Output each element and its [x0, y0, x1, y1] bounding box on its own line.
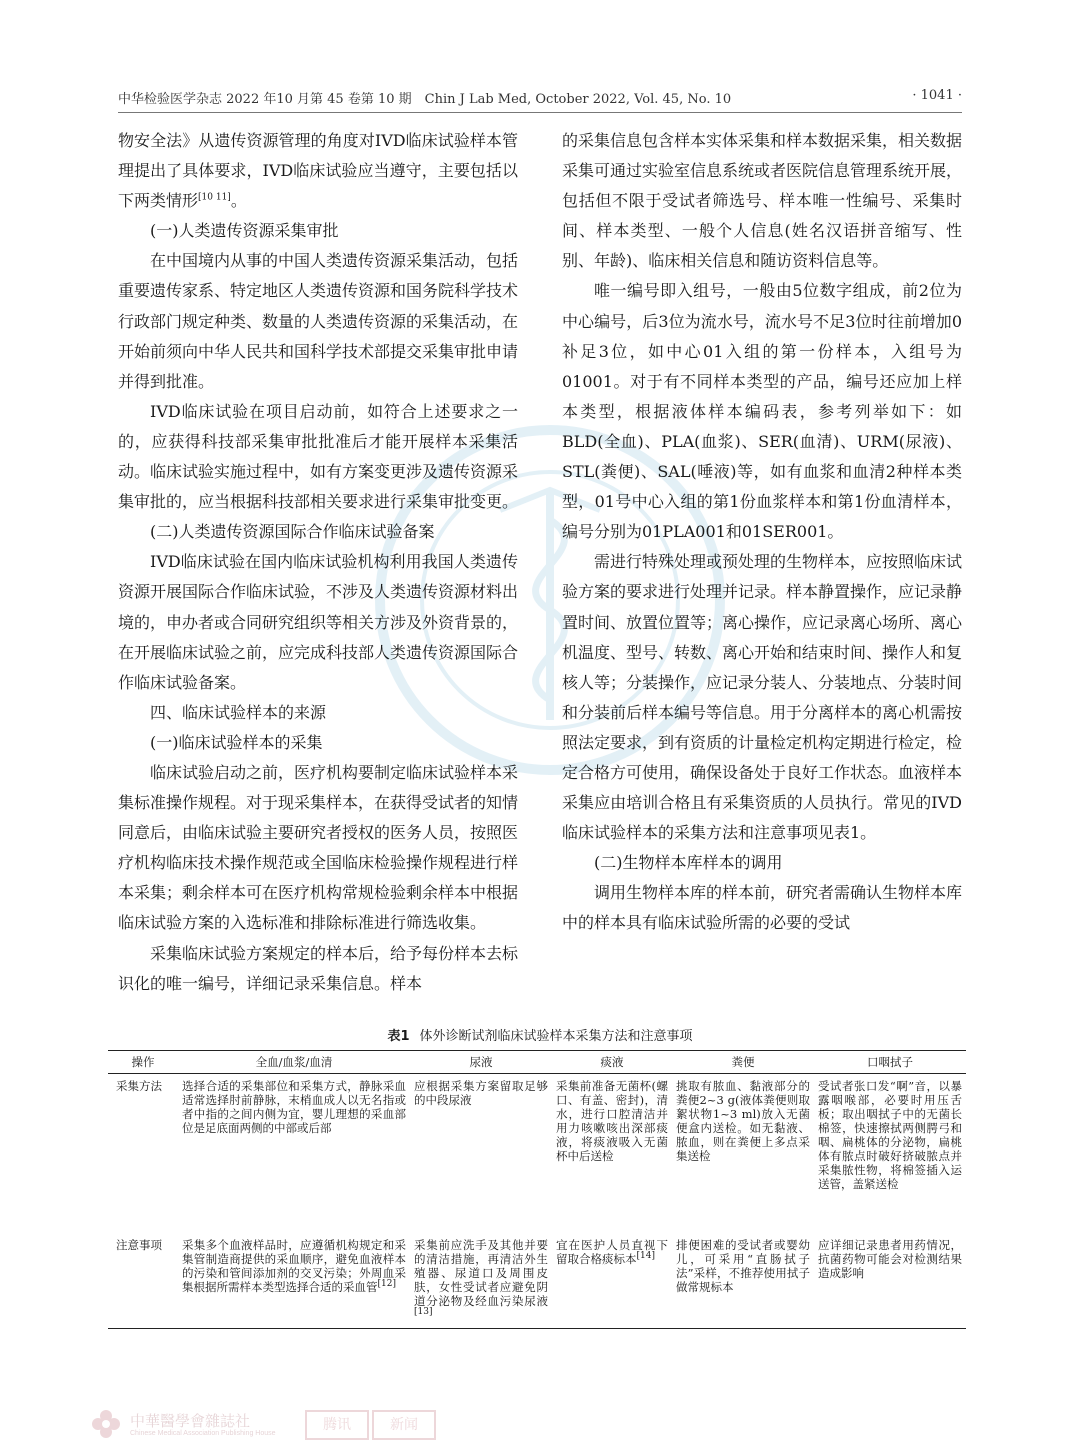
table-header-row: [108, 1051, 966, 1074]
header-rule: [118, 112, 962, 113]
reference-mark: [14]: [636, 1251, 655, 1262]
table-cell: 采集多个血液样品时，应遵循机构规定和采集管制造商提供的采血顺序，避免血液样本的污染和管间添加剂的交叉污染；外周血采集根据所需样本类型选择合适的采血管[12]: [178, 1233, 410, 1329]
paragraph: IVD临床试验在国内临床试验机构利用我国人类遗传资源开展国际合作临床试验，不涉及人类遗传资源材料出境的，申办者或合同研究组织等相关方涉及外资背景的，在开展临床试验之前，应完成科技部人类遗传资源国际合作临床试验备案。: [118, 552, 519, 692]
paragraph: 调用生物样本库的样本前，研究者需确认生物样本库中的样本具有临床试验所需的必要的受试: [562, 883, 963, 933]
journal-citation: 中华检验医学杂志 2022 年10 月第 45 卷第 10 期 Chin J Lab Med, October 2022, Vol. 45, No. 10: [118, 92, 732, 107]
paragraph: 需进行特殊处理或预处理的生物样本，应按照临床试验方案的要求进行处理并记录。样本静置操作，应记录静置时间、放置位置等；离心操作，应记录离心场所、离心机温度、型号、转数、离心开始和结束时间、操作人和复核人等；分装操作，应记录分装人、分装地点、分装时间和分装前后样本编号等信息。用于分离样本的离心机需按照法定要求，到有资质的计量检定机构定期进行检定，检定合格方可使用，确保设备处于良好工作状态。血液样本采集应由培训合格且有采集资质的人员执行。常见的IVD临床试验样本的采集方法和注意事项见表1。: [562, 552, 963, 843]
table-cell: 采集前应洗手及其他并要的清洁措施，再清洁外生殖器、尿道口及周围皮肤，女性受试者应避免阴道分泌物及经血污染尿液[13]: [410, 1233, 552, 1329]
publisher-name: 中華醫學會雜誌社: [130, 1412, 251, 1430]
left-column: [118, 126, 518, 999]
table-cell: 采集前准备无菌杯(螺口、有盖、密封)，清水，进行口腔清洁并用力咳嗽咳出深部痰液，将痰液吸入无菌杯中后送检: [556, 1079, 668, 1163]
publisher-subtitle: Chinese Medical Association Publishing House: [130, 1430, 276, 1437]
table-cell: 宜在医护人员直视下留取合格痰标本[14]: [552, 1233, 672, 1329]
section-heading: (二)人类遗传资源国际合作临床试验备案: [150, 522, 435, 542]
paragraph: 采集临床试验方案规定的样本后，给予每份样本去标识化的唯一编号，详细记录采集信息。样本: [118, 943, 519, 993]
table-container: [108, 1050, 966, 1329]
table-cell: 受试者张口发“啊”音，以暴露咽喉部，必要时用压舌板；取出咽拭子中的无菌长棉签，快速擦拭两侧腭弓和咽、扁桃体的分泌物，扁桃体有脓点时破好挤破脓点并采集脓性物，将棉签插入运送管，盖紧送检: [818, 1079, 962, 1191]
table-caption: [0, 1025, 1080, 1044]
table-label: 表1: [387, 1029, 410, 1044]
paragraph: IVD临床试验在项目启动前，如符合上述要求之一的，应获得科技部采集审批批准后才能开展样本采集活动。临床试验实施过程中，如有方案变更涉及遗传资源采集审批的，应当根据科技部相关要求进行采集审批变更。: [118, 401, 519, 512]
table-row: [108, 1074, 966, 1234]
paragraph: 的采集信息包含样本实体采集和样本数据采集，相关数据采集可通过实验室信息系统或者医院信息管理系统开展，包括但不限于受试者筛选号、样本唯一性编号、采集时间、样本类型、一般个人信息(姓名汉语拼音缩写、性别、年龄)、临床相关信息和随访资料信息等。: [562, 131, 963, 271]
right-column: [562, 126, 962, 939]
table-cell: 排便困难的受试者或婴幼儿，可采用“直肠拭子法”采样，不推荐使用拭子做常规标本: [672, 1233, 814, 1329]
page-number: · 1041 ·: [912, 88, 962, 103]
row-header: 注意事项: [108, 1233, 178, 1329]
paragraph: 物安全法》从遗传资源管理的角度对IVD临床试验样本管理提出了具体要求，IVD临床试验应当遵守，主要包括以下两类情形[10 11]。: [118, 131, 518, 211]
column-header: 操作: [108, 1051, 178, 1074]
table-cell: 挑取有脓血、黏液部分的粪便2~3 g(液体粪便则取絮状物1~3 ml)放入无菌便盒内送检。如无黏液、脓血，则在粪便上多点采集送检: [676, 1079, 810, 1163]
section-heading: 四、临床试验样本的来源: [150, 702, 327, 722]
column-header: 口咽拭子: [814, 1051, 966, 1074]
column-header: 粪便: [672, 1051, 814, 1074]
flower-logo-icon: [90, 1408, 122, 1440]
watermark-badge: 腾讯: [305, 1410, 369, 1440]
table-row: [108, 1233, 966, 1329]
section-heading: (二)生物样本库样本的调用: [594, 853, 783, 873]
watermark-badge: 新闻: [372, 1410, 436, 1440]
paragraph: 临床试验启动之前，医疗机构要制定临床试验样本采集标准操作规程。对于现采集样本，在获得受试者的知情同意后，由临床试验主要研究者授权的医务人员，按照医疗机构临床技术操作规范或全国临床检验操作规程进行样本采集；剩余样本可在医疗机构常规检验剩余样本中根据临床试验方案的入选标准和排除标准进行筛选收集。: [118, 762, 519, 933]
paragraph: 在中国境内从事的中国人类遗传资源采集活动，包括重要遗传家系、特定地区人类遗传资源和国务院科学技术行政部门规定种类、数量的人类遗传资源的采集活动，在开始前须向中华人民共和国科学技术部提交采集审批申请并得到批准。: [118, 251, 519, 391]
section-heading: (一)人类遗传资源采集审批: [150, 221, 339, 241]
reference-mark: [13]: [414, 1307, 433, 1318]
column-header: 尿液: [410, 1051, 552, 1074]
column-header: 痰液: [552, 1051, 672, 1074]
running-header: [118, 88, 962, 110]
table-cell: 应详细记录患者用药情况，抗菌药物可能会对检测结果造成影响: [814, 1233, 966, 1329]
reference-mark: [12]: [377, 1279, 396, 1290]
row-header: 采集方法: [116, 1079, 162, 1093]
column-header: 全血/血浆/血清: [178, 1051, 410, 1074]
section-heading: (一)临床试验样本的采集: [150, 732, 323, 752]
table-cell: 应根据采集方案留取足够的中段尿液: [414, 1079, 548, 1107]
table-title: 体外诊断试剂临床试验样本采集方法和注意事项: [419, 1029, 693, 1044]
reference-mark: [10 11]: [198, 192, 231, 203]
table-cell: 选择合适的采集部位和采集方式，静脉采血适常选择肘前静脉，末梢血成人以无名指或者中指的之间内侧为宜，婴儿理想的采血部位是足底面两侧的中部或后部: [182, 1079, 406, 1135]
paragraph: 唯一编号即入组号，一般由5位数字组成，前2位为中心编号，后3位为流水号，流水号不足3位时往前增加0补足3位，如中心01入组的第一份样本，入组号为01001。对于有不同样本类型的产品，编号还应加上样本类型，根据液体样本编码表，参考列举如下：如BLD(全血)、PLA(血浆)、SER(血清)、URM(尿液)、STL(粪便)、SAL(唾液)等，如有血浆和血清2种样本类型，01号中心入组的第1份血浆样本和第1份血清样本，编号分别为01PLA001和01SER001。: [562, 281, 962, 542]
sample-collection-table: [108, 1050, 966, 1329]
